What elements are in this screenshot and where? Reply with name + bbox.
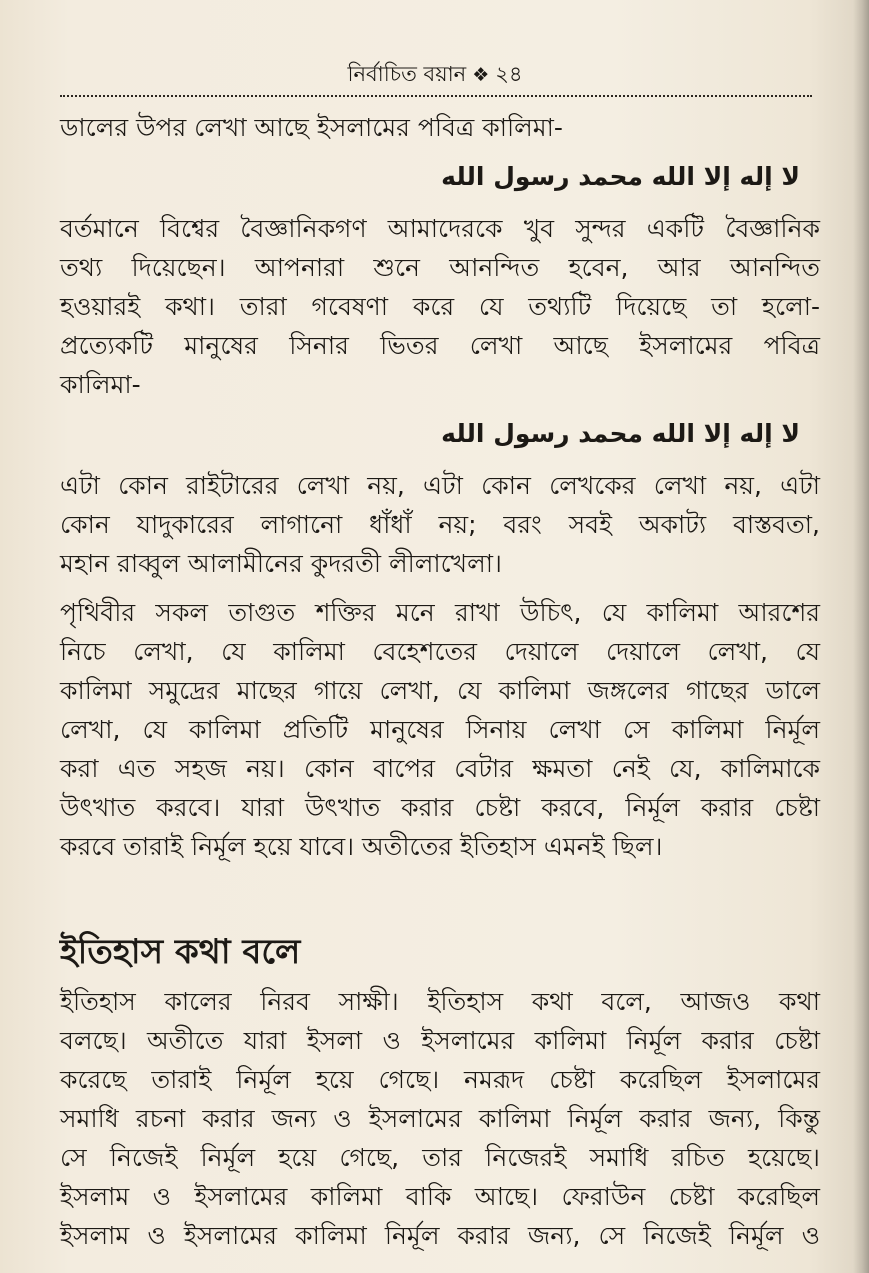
- text-line: হওয়ারই কথা। তারা গবেষণা করে যে তথ্যটি দিয়েছে তা হলো-: [60, 292, 820, 321]
- text-line: করেছে তারাই নির্মূল হয়ে গেছে। নমরূদ চেষ্টা করেছিল ইসলামের: [60, 1065, 820, 1094]
- text-line: প্রত্যেকটি মানুষের সিনার ভিতর লেখা আছে ইসলামের পবিত্র: [60, 331, 820, 360]
- intro-line: ডালের উপর লেখা আছে ইসলামের পবিত্র কালিমা-: [60, 113, 563, 142]
- text-line: করবে তারাই নির্মূল হয়ে যাবে। অতীতের ইতিহাস এমনই ছিল।: [60, 832, 663, 861]
- running-header: [60, 60, 810, 89]
- text-line: বর্তমানে বিশ্বের বৈজ্ঞানিকগণ আমাদেরকে খুব সুন্দর একটি বৈজ্ঞানিক: [60, 214, 820, 243]
- text-line: উৎখাত করবে। যারা উৎখাত করার চেষ্টা করবে, নির্মূল করার চেষ্টা: [60, 793, 820, 822]
- paragraph-1: [60, 209, 820, 404]
- text-line: সমাধি রচনা করার জন্য ও ইসলামের কালিমা নির্মূল করার জন্য, কিন্তু: [60, 1104, 820, 1133]
- text-line: লেখা, যে কালিমা প্রতিটি মানুষের সিনায় লেখা সে কালিমা নির্মূল: [60, 715, 820, 744]
- paragraph-4: [60, 982, 820, 1255]
- text-line: ইসলাম ও ইসলামের কালিমা নির্মূল করার জন্য, সে নিজেই নির্মূল ও: [60, 1221, 820, 1250]
- text-line: কোন যাদুকারের লাগানো ধাঁধাঁ নয়; বরং সবই অকাট্য বাস্তবতা,: [60, 510, 820, 539]
- page-body: [60, 108, 820, 1255]
- text-line: পৃথিবীর সকল তাগুত শক্তির মনে রাখা উচিৎ, যে কালিমা আরশের: [60, 598, 820, 627]
- text-line: কালিমা সমুদ্রের মাছের গায়ে লেখা, যে কালিমা জঙ্গলের গাছের ডালে: [60, 676, 820, 705]
- paragraph-2: [60, 466, 820, 583]
- text-line: ইতিহাস কালের নিরব সাক্ষী। ইতিহাস কথা বলে, আজও কথা: [60, 987, 820, 1016]
- book-title: নির্বাচিত বয়ান: [347, 62, 467, 86]
- text-line: মহান রাব্বুল আলামীনের কুদরতী লীলাখেলা।: [60, 549, 502, 578]
- text-line: সে নিজেই নির্মূল হয়ে গেছে, তার নিজেরই সমাধি রচিত হয়েছে।: [60, 1143, 820, 1172]
- text-line: এটা কোন রাইটারের লেখা নয়, এটা কোন লেখকের লেখা নয়, এটা: [60, 471, 820, 500]
- kalima-arabic-2: لا إله إلا الله محمد رسول الله: [441, 419, 800, 448]
- text-line: বলছে। অতীতে যারা ইসলা ও ইসলামের কালিমা নির্মূল করার চেষ্টা: [60, 1026, 820, 1055]
- text-line: তথ্য দিয়েছেন। আপনারা শুনে আনন্দিত হবেন, আর আনন্দিত: [60, 253, 820, 282]
- header-dotted-rule: [60, 95, 812, 97]
- text-line: কালিমা-: [60, 370, 141, 399]
- spine-shadow: [853, 0, 869, 1273]
- text-line: করা এত সহজ নয়। কোন বাপের বেটার ক্ষমতা নেই যে, কালিমাকে: [60, 754, 820, 783]
- kalima-arabic-1: لا إله إلا الله محمد رسول الله: [441, 162, 800, 191]
- page-number: ২৪: [495, 62, 523, 86]
- text-line: ইসলাম ও ইসলামের কালিমা বাকি আছে। ফেরাউন চেষ্টা করেছিল: [60, 1182, 820, 1211]
- paragraph-3: [60, 593, 820, 866]
- text-line: নিচে লেখা, যে কালিমা বেহেশতের দেয়ালে দেয়ালে লেখা, যে: [60, 637, 820, 666]
- section-heading: ইতিহাস কথা বলে: [60, 932, 301, 972]
- ornament-separator: ❖: [472, 64, 490, 86]
